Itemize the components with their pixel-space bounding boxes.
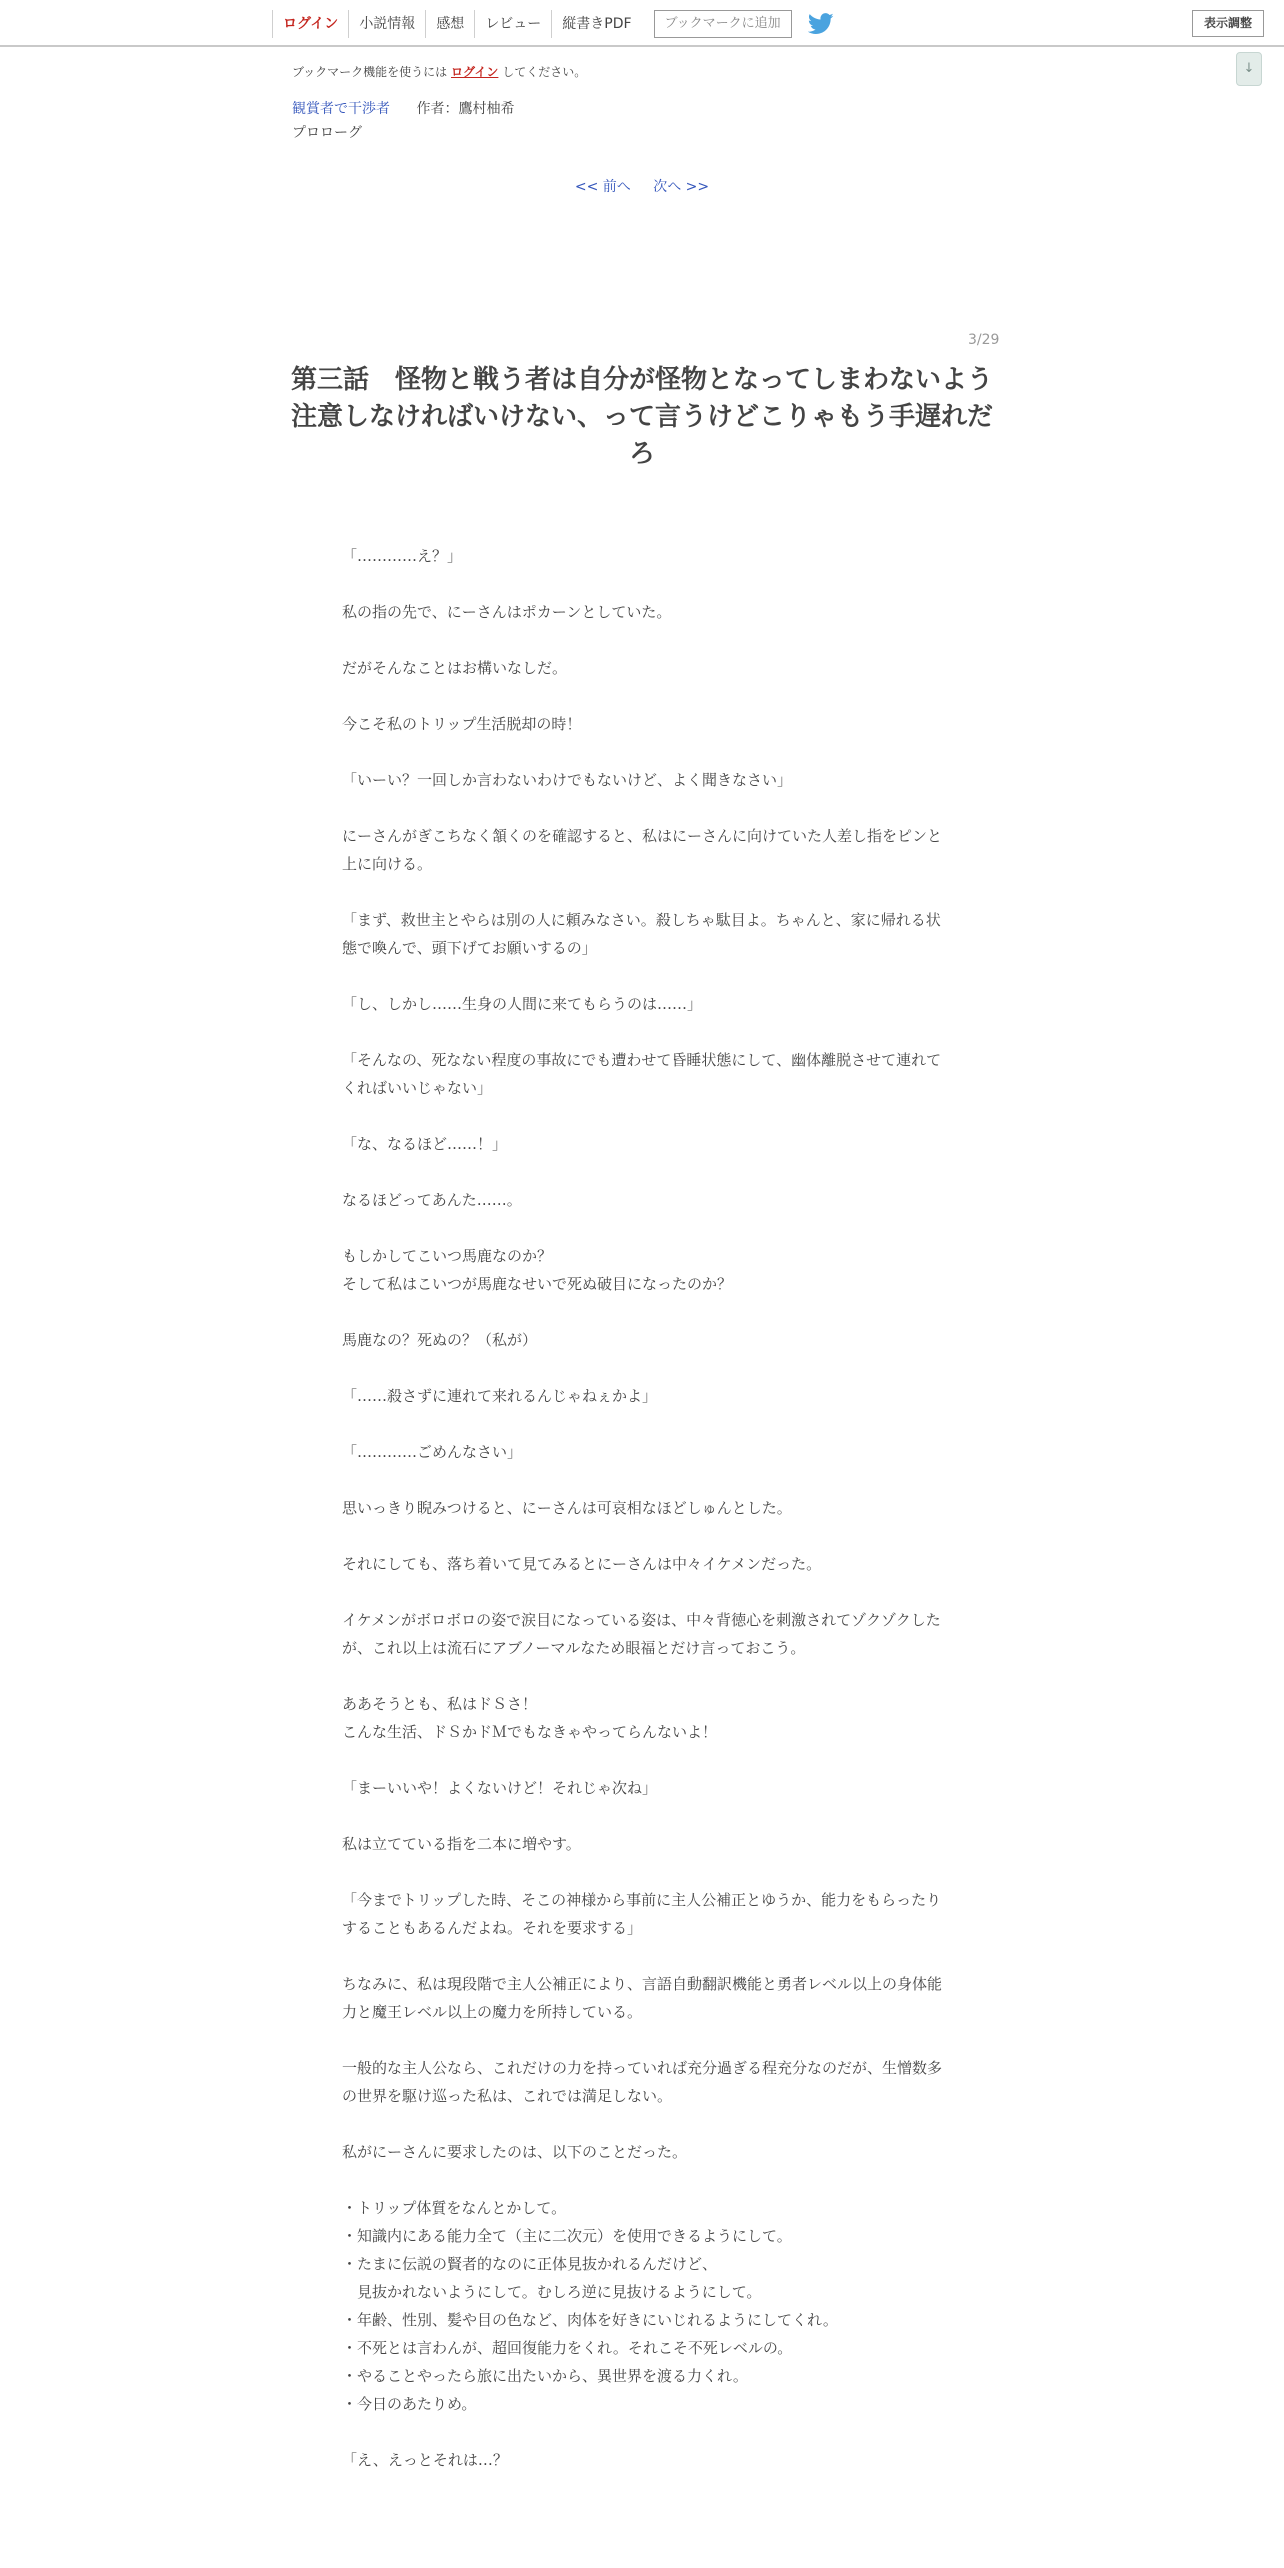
body-paragraph: 「まず、救世主とやらは別の人に頼みなさい。殺しちゃ駄目よ。ちゃんと、家に帰れる状態で喚んで、頭下げてお願いするの」 — [342, 911, 941, 957]
body-paragraph: それにしても、落ち着いて見てみるとにーさんは中々イケメンだった。 — [342, 1555, 822, 1573]
body-paragraph: 「え、えっとそれは…？ — [342, 2451, 508, 2469]
bookmark-login-notice — [292, 63, 586, 80]
section-subtitle: プロローグ — [292, 125, 362, 141]
body-paragraph: 私の指の先で、にーさんはポカーンとしていた。 — [342, 603, 672, 621]
body-paragraph: にーさんがぎこちなく頷くのを確認すると、私はにーさんに向けていた人差し指をピンと上に向ける。 — [342, 827, 943, 873]
body-paragraph: 一般的な主人公なら、これだけの力を持っていれば充分過ぎる程充分なのだが、生憎数多の世界を駆け巡った私は、これでは満足しない。 — [342, 2059, 943, 2105]
twitter-icon[interactable] — [808, 13, 834, 35]
body-paragraph: 「…………ごめんなさい」 — [342, 1443, 523, 1461]
body-paragraph: 「まーいいや！よくないけど！それじゃ次ね」 — [342, 1779, 658, 1797]
display-settings-button[interactable]: 表示調整 — [1192, 10, 1264, 37]
body-paragraph: 「し、しかし……生身の人間に来てもらうのは……」 — [342, 995, 703, 1013]
notice-suffix: してください。 — [502, 65, 587, 79]
chapter-pager — [0, 176, 1284, 196]
body-paragraph: 「そんなの、死なない程度の事故にでも遭わせて昏睡状態にして、幽体離脱させて連れてくればいいじゃない」 — [342, 1051, 942, 1097]
body-paragraph: 私がにーさんに要求したのは、以下のことだった。 — [342, 2143, 688, 2161]
nav-review-link[interactable]: レビュー — [474, 10, 551, 38]
body-paragraph: 「な、なるほど……！」 — [342, 1135, 508, 1153]
body-paragraph: 「…………え？」 — [342, 547, 463, 565]
novel-meta — [292, 98, 514, 118]
scroll-down-tab[interactable] — [1236, 52, 1262, 86]
novel-body — [342, 542, 942, 2502]
author-name: 作者：鷹村柚希 — [416, 101, 515, 117]
nav-novel-info-link[interactable]: 小説情報 — [348, 10, 425, 38]
next-chapter-link[interactable]: 次へ >> — [653, 179, 710, 195]
body-paragraph: イケメンがボロボロの姿で涙目になっている姿は、中々背徳心を刺激されてゾクゾクしたが、これ以上は流石にアブノーマルなため眼福とだけ言っておこう。 — [342, 1611, 941, 1657]
chapter-counter: 3/29 — [968, 332, 1000, 348]
chapter-title: 第三話 怪物と戦う者は自分が怪物となってしまわないよう注意しなければいけない、って言うけどこりゃもう手遅れだろ — [290, 365, 993, 469]
body-paragraph: 「……殺さずに連れて来れるんじゃねぇかよ」 — [342, 1387, 658, 1405]
main-nav — [272, 10, 834, 38]
body-paragraph: 今こそ私のトリップ生活脱却の時！ — [342, 715, 582, 733]
nav-impressions-link[interactable]: 感想 — [425, 10, 474, 38]
body-paragraph: ああそうとも、私はドＳさ！ こんな生活、ドＳかドＭでもなきゃやってらんないよ！ — [342, 1695, 718, 1741]
notice-login-link[interactable]: ログイン — [451, 65, 499, 79]
body-paragraph: ・トリップ体質をなんとかして。 ・知識内にある能力全て（主に二次元）を使用できるようにして。 ・たまに伝説の賢者的なのに正体見抜かれるんだけど、 見抜かれないようにして。むしろ逆に見抜けるようにして。 ・年齢、性別、髪や目の色など、肉体を好きにいじれるようにしてくれ。 ・不死とは言わんが、超回復能力をくれ。それこそ不死レベルの。 ・やることやったら旅に出たいから、異世界を渡る力くれ。 ・今日のあたりめ。 — [342, 2199, 838, 2413]
arrow-down-icon: ↓ — [1243, 61, 1255, 76]
top-toolbar — [0, 0, 1284, 47]
body-paragraph: 「今までトリップした時、そこの神様から事前に主人公補正とゆうか、能力をもらったりすることもあるんだよね。それを要求する」 — [342, 1891, 942, 1937]
body-paragraph: だがそんなことはお構いなしだ。 — [342, 659, 568, 677]
nav-vertical-pdf-link[interactable]: 縦書きPDF — [551, 10, 641, 38]
body-paragraph: もしかしてこいつ馬鹿なのか？ そして私はこいつが馬鹿なせいで死ぬ破目になったのか？ — [342, 1247, 733, 1293]
series-title-link[interactable]: 観賞者で干渉者 — [292, 101, 390, 117]
body-paragraph: 馬鹿なの？死ぬの？（私が） — [342, 1331, 538, 1349]
body-paragraph: ちなみに、私は現段階で主人公補正により、言語自動翻訳機能と勇者レベル以上の身体能力と魔王レベル以上の魔力を所持している。 — [342, 1975, 943, 2021]
add-bookmark-button[interactable]: ブックマークに追加 — [654, 10, 792, 38]
body-paragraph: 私は立てている指を二本に増やす。 — [342, 1835, 581, 1853]
notice-prefix: ブックマーク機能を使うには — [292, 65, 448, 79]
prev-chapter-link[interactable]: << 前へ — [574, 179, 631, 195]
body-paragraph: なるほどってあんた……。 — [342, 1191, 522, 1209]
body-paragraph: 思いっきり睨みつけると、にーさんは可哀相なほどしゅんとした。 — [342, 1499, 792, 1517]
nav-login-link[interactable]: ログイン — [272, 10, 348, 38]
body-paragraph: 「いーい？一回しか言わないわけでもないけど、よく聞きなさい」 — [342, 771, 793, 789]
